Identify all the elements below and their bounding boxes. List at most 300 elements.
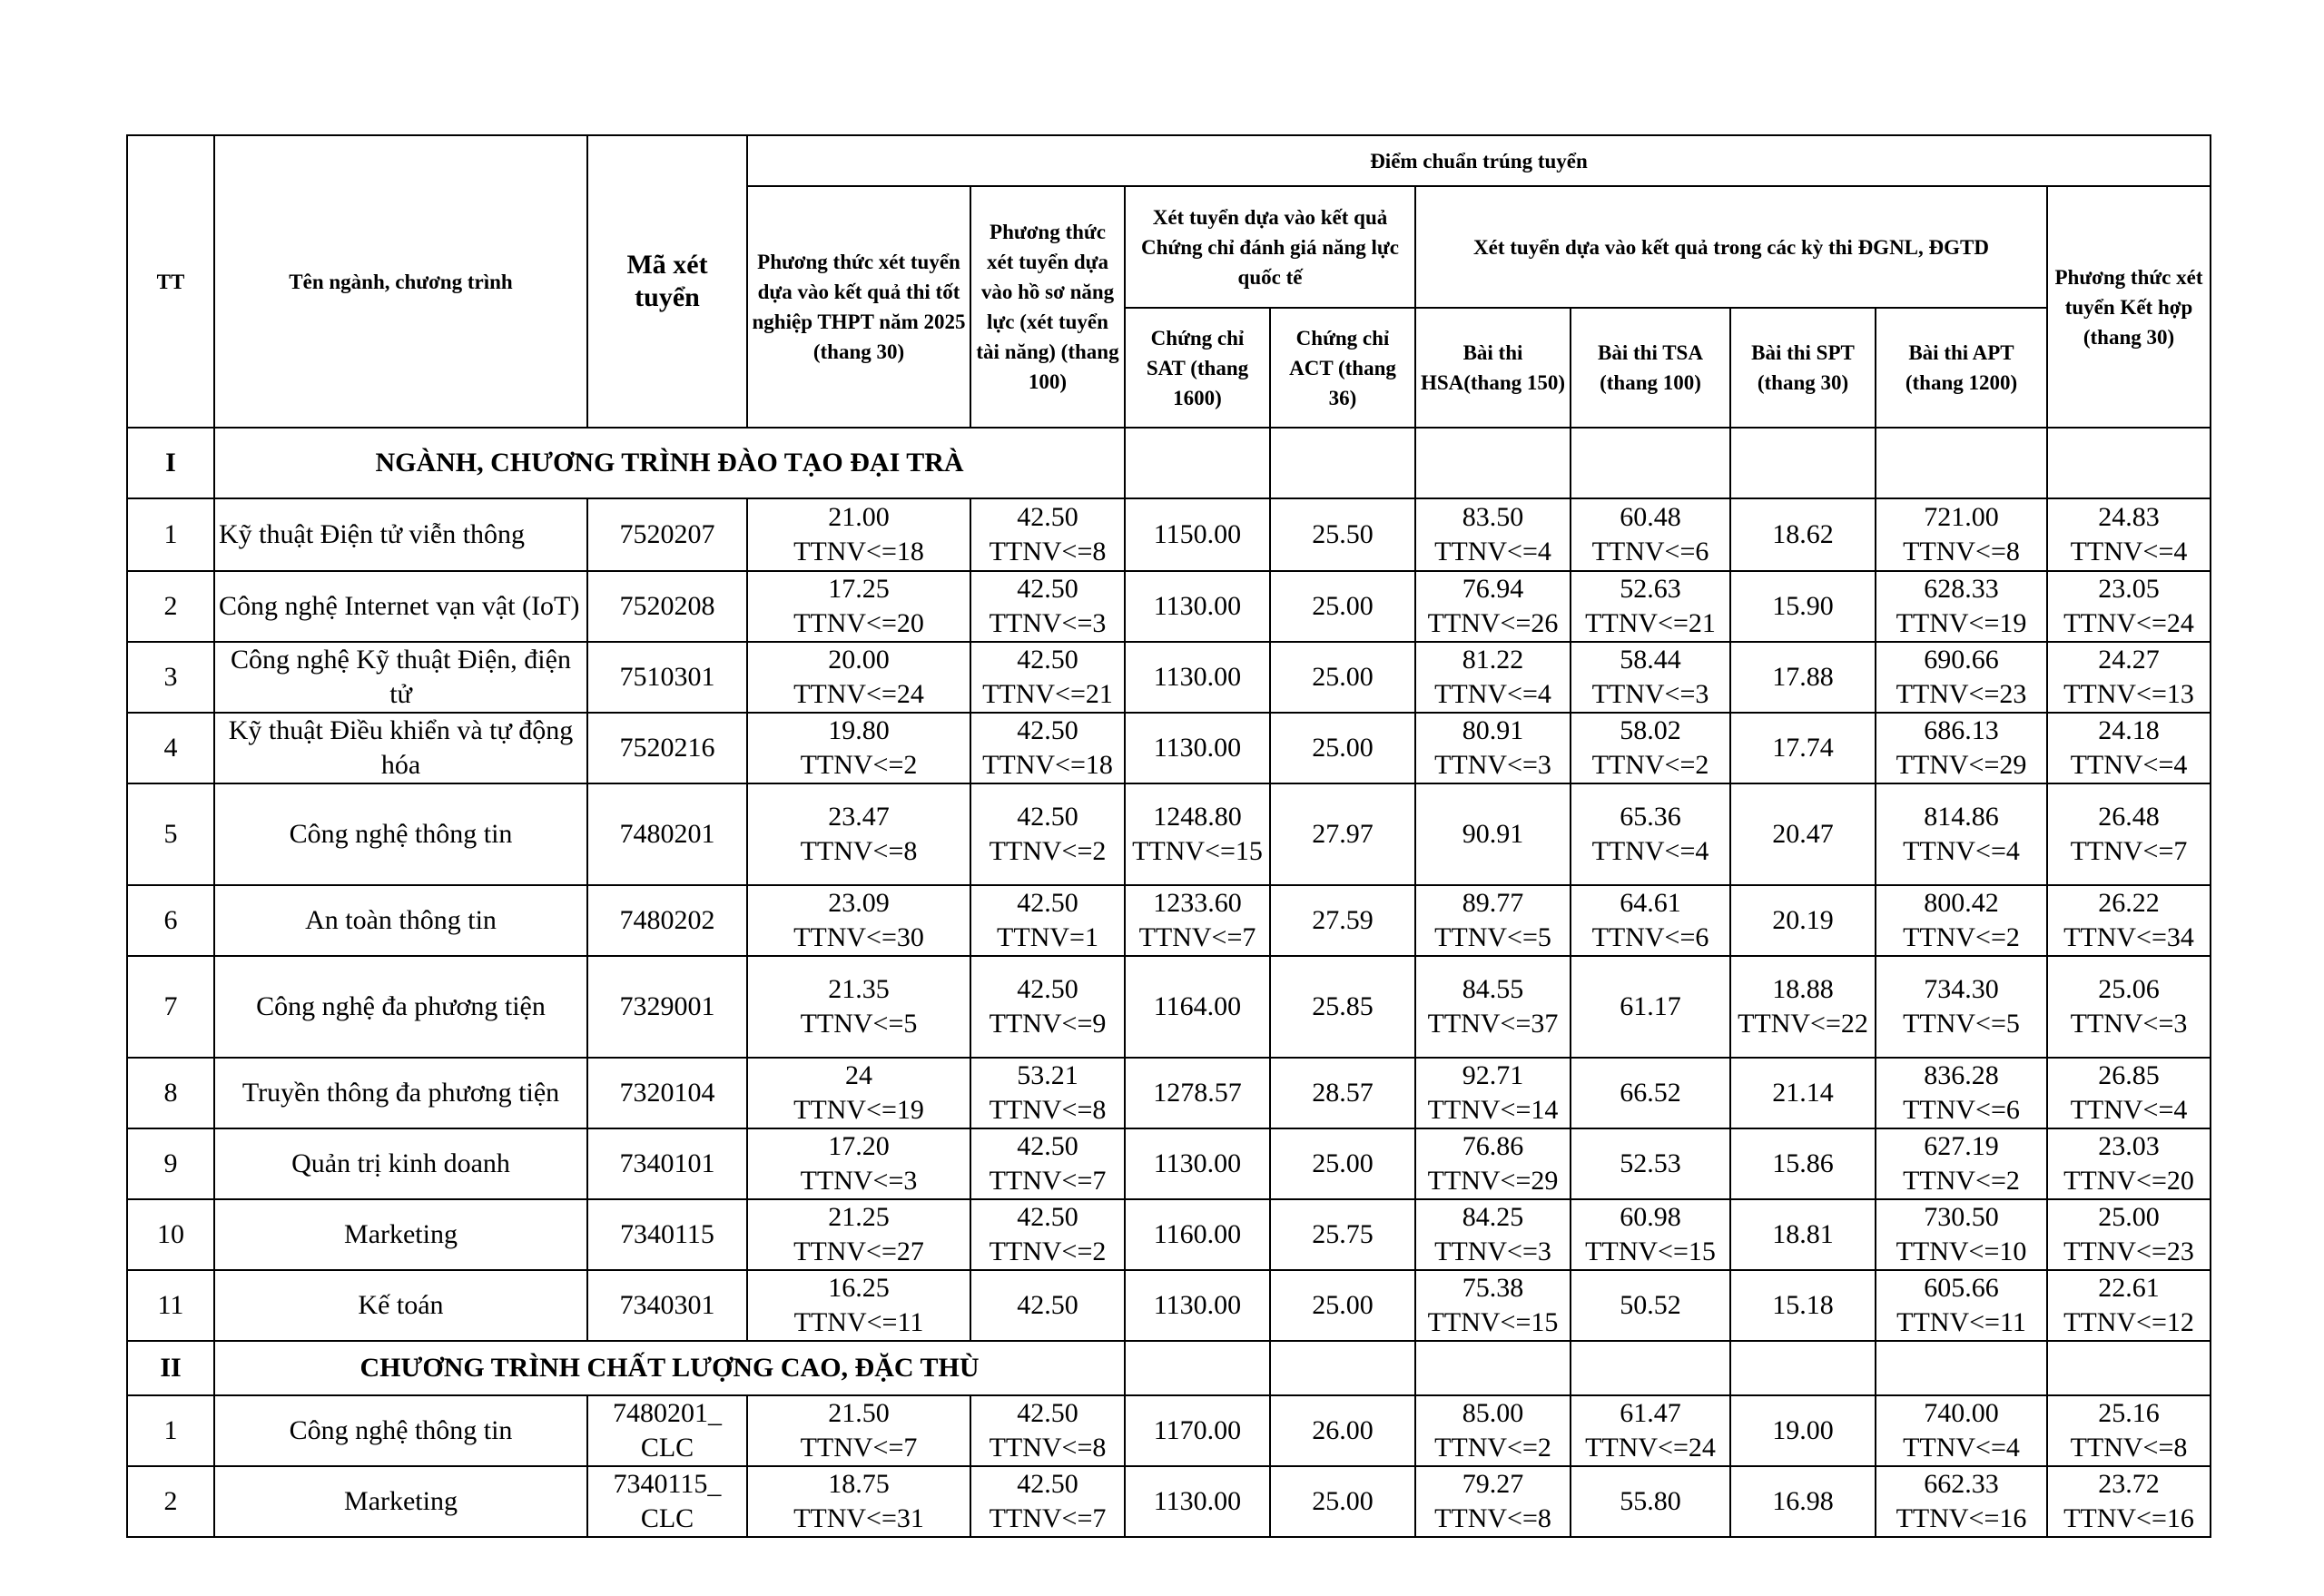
cell-apt [1876, 885, 2047, 956]
cell-hsa [1415, 571, 1571, 642]
cell-line: TTNV<=2 [1903, 1166, 2020, 1196]
cell-act [1270, 1270, 1415, 1341]
cell-name: Công nghệ đa phương tiện [214, 956, 587, 1058]
cell-line: 52.63 [1620, 574, 1681, 604]
cell-kh [2047, 1128, 2211, 1199]
cell-line: 58.02 [1620, 715, 1681, 745]
cell-spt [1730, 956, 1876, 1058]
table-row [127, 783, 2211, 885]
cell-line: 24.83 [2098, 502, 2160, 532]
cell-line: TTNV<=2 [1903, 922, 2020, 952]
cell-tt: 2 [127, 571, 214, 642]
cell-hoso [970, 713, 1125, 783]
cell-thpt [747, 1395, 970, 1466]
cell-spt [1730, 885, 1876, 956]
cell-line: 42.50 [1017, 502, 1078, 532]
cell-kh [2047, 1270, 2211, 1341]
cell-apt [1876, 713, 2047, 783]
cell-act [1270, 642, 1415, 713]
cell-sat [1125, 885, 1270, 956]
cell-line: 23.72 [2098, 1469, 2160, 1499]
table-row [127, 571, 2211, 642]
cell-line: TTNV<=27 [793, 1236, 924, 1266]
table-row [127, 1270, 2211, 1341]
cell-tt: 8 [127, 1058, 214, 1128]
col-sat: Chứng chỉ SAT (thang 1600) [1125, 308, 1270, 428]
cell-tsa [1571, 956, 1730, 1058]
table-row [127, 642, 2211, 713]
cell-tsa [1571, 713, 1730, 783]
cell-sat [1125, 713, 1270, 783]
section-title: NGÀNH, CHƯƠNG TRÌNH ĐÀO TẠO ĐẠI TRÀ [214, 428, 1125, 498]
cell-name: Quản trị kinh doanh [214, 1128, 587, 1199]
cell-tt: 7 [127, 956, 214, 1058]
cell-line: TTNV<=4 [2070, 537, 2188, 566]
cell-line: TTNV<=23 [2063, 1236, 2194, 1266]
cell-line: 42.50 [1017, 1290, 1078, 1320]
cell-line: 20.00 [828, 645, 890, 675]
cell-line: 605.66 [1924, 1273, 1999, 1303]
cell-line: TTNV<=3 [1434, 750, 1551, 780]
cell-hoso [970, 1466, 1125, 1537]
cell-name: Công nghệ thông tin [214, 783, 587, 885]
cell-line: TTNV<=4 [2070, 750, 2188, 780]
cell-tt: 9 [127, 1128, 214, 1199]
cell-kh [2047, 498, 2211, 571]
cell-code: 7480201_ CLC [587, 1395, 747, 1466]
cell-line: 27.59 [1312, 905, 1374, 935]
cell-hoso [970, 642, 1125, 713]
table-row [127, 1058, 2211, 1128]
cell-line: TTNV<=2 [1591, 750, 1709, 780]
cell-line: 17.88 [1772, 662, 1834, 692]
cell-line: TTNV<=19 [1896, 608, 2027, 638]
cell-line: 65.36 [1620, 802, 1681, 832]
cell-line: 1130.00 [1153, 1486, 1242, 1516]
cell-line: 42.50 [1017, 1398, 1078, 1428]
cell-apt [1876, 783, 2047, 885]
cell-apt [1876, 1395, 2047, 1466]
cell-line: 58.44 [1620, 645, 1681, 675]
cell-line: TTNV<=4 [1591, 836, 1709, 866]
cell-line: 740.00 [1924, 1398, 1999, 1428]
section-empty-cell [1730, 1341, 1876, 1395]
cell-line: TTNV<=10 [1896, 1236, 2027, 1266]
cell-apt [1876, 498, 2047, 571]
cell-line: 53.21 [1017, 1060, 1078, 1090]
cell-line: TTNV<=8 [2070, 1433, 2188, 1463]
cell-line: 89.77 [1462, 888, 1524, 918]
cell-line: 18.62 [1772, 519, 1834, 549]
cell-line: 52.53 [1620, 1148, 1681, 1178]
cell-line: TTNV<=11 [793, 1307, 924, 1337]
section-empty-cell [1730, 428, 1876, 498]
cell-line: 25.00 [2098, 1202, 2160, 1232]
cell-hoso [970, 956, 1125, 1058]
cell-line: 42.50 [1017, 715, 1078, 745]
cell-line: TTNV<=5 [1434, 922, 1551, 952]
cell-sat [1125, 1199, 1270, 1270]
cell-hsa [1415, 642, 1571, 713]
cell-code: 7520207 [587, 498, 747, 571]
cell-spt [1730, 713, 1876, 783]
cell-name: Kỹ thuật Điện tử viễn thông [214, 498, 587, 571]
cell-line: TTNV<=8 [989, 1433, 1107, 1463]
cell-line: 42.50 [1017, 574, 1078, 604]
cell-line: 25.85 [1312, 991, 1374, 1021]
cell-line: 21.35 [828, 974, 890, 1004]
cell-line: 84.25 [1462, 1202, 1524, 1232]
cell-tsa [1571, 642, 1730, 713]
cell-hsa [1415, 1199, 1571, 1270]
cell-line: 21.25 [828, 1202, 890, 1232]
section-empty-cell [1415, 428, 1571, 498]
cell-line: TTNV<=7 [2070, 836, 2188, 866]
cell-line: TTNV<=24 [2063, 608, 2194, 638]
cell-apt [1876, 1270, 2047, 1341]
cell-kh [2047, 956, 2211, 1058]
cell-line: TTNV<=8 [800, 836, 918, 866]
cell-line: TTNV<=37 [1427, 1009, 1559, 1039]
cell-line: TTNV<=18 [982, 750, 1113, 780]
cell-line: 42.50 [1017, 802, 1078, 832]
cell-tsa [1571, 1395, 1730, 1466]
cell-code: 7340301 [587, 1270, 747, 1341]
cell-hoso [970, 1395, 1125, 1466]
cell-line: 26.85 [2098, 1060, 2160, 1090]
cell-code: 7480202 [587, 885, 747, 956]
table-row [127, 956, 2211, 1058]
table-row [127, 1395, 2211, 1466]
cell-spt [1730, 1466, 1876, 1537]
cell-spt [1730, 1199, 1876, 1270]
cell-line: TTNV<=34 [2063, 922, 2194, 952]
table-row [127, 885, 2211, 956]
cell-tsa [1571, 498, 1730, 571]
cell-line: 66.52 [1620, 1078, 1681, 1108]
cell-line: 26.22 [2098, 888, 2160, 918]
table-row [127, 1128, 2211, 1199]
cell-line: 21.50 [828, 1398, 890, 1428]
cell-name: Kỹ thuật Điều khiển và tự động hóa [214, 713, 587, 783]
cell-line: 24.27 [2098, 645, 2160, 675]
cell-thpt [747, 571, 970, 642]
cell-line: TTNV<=6 [1591, 922, 1709, 952]
cell-tsa [1571, 1058, 1730, 1128]
cell-kh [2047, 1199, 2211, 1270]
col-name: Tên ngành, chương trình [214, 135, 587, 428]
cell-line: 814.86 [1924, 802, 1999, 832]
cell-line: 50.52 [1620, 1290, 1681, 1320]
section-empty-cell [1571, 428, 1730, 498]
cell-line: 42.50 [1017, 1131, 1078, 1161]
cell-code: 7520216 [587, 713, 747, 783]
cell-line: TTNV<=6 [1591, 537, 1709, 566]
cell-tt: 10 [127, 1199, 214, 1270]
cell-spt [1730, 1128, 1876, 1199]
cell-sat [1125, 571, 1270, 642]
cell-line: TTNV<=21 [982, 679, 1113, 709]
cell-sat [1125, 498, 1270, 571]
cell-line: 76.86 [1462, 1131, 1524, 1161]
section-empty-cell [1125, 428, 1270, 498]
cell-act [1270, 956, 1415, 1058]
cell-sat [1125, 956, 1270, 1058]
col-code: Mã xét tuyển [587, 135, 747, 428]
cell-line: TTNV<=3 [1434, 1236, 1551, 1266]
cell-kh [2047, 642, 2211, 713]
cell-line: TTNV<=30 [793, 922, 924, 952]
cell-line: TTNV<=16 [1896, 1503, 2027, 1533]
cell-line: 1150.00 [1153, 519, 1242, 549]
cell-line: TTNV<=2 [800, 750, 918, 780]
section-empty-cell [1571, 1341, 1730, 1395]
cell-line: 24.18 [2098, 715, 2160, 745]
cell-name: Truyền thông đa phương tiện [214, 1058, 587, 1128]
cell-hsa [1415, 1395, 1571, 1466]
cell-apt [1876, 642, 2047, 713]
cell-act [1270, 571, 1415, 642]
cell-line: 17.20 [828, 1131, 890, 1161]
cell-act [1270, 1128, 1415, 1199]
cell-line: 42.50 [1017, 1202, 1078, 1232]
cell-code: 7480201 [587, 783, 747, 885]
section-numeral: I [127, 428, 214, 498]
cell-line: 25.00 [1312, 1290, 1374, 1320]
cell-line: 25.06 [2098, 974, 2160, 1004]
cell-line: 19.80 [828, 715, 890, 745]
cell-line: 84.55 [1462, 974, 1524, 1004]
cell-kh [2047, 713, 2211, 783]
cell-line: TTNV<=4 [1903, 1433, 2020, 1463]
cell-thpt [747, 1466, 970, 1537]
section-empty-cell [1270, 1341, 1415, 1395]
cell-sat [1125, 783, 1270, 885]
cell-line: 22.61 [2098, 1273, 2160, 1303]
cell-line: 18.88 [1772, 974, 1834, 1004]
cell-line: 19.00 [1772, 1415, 1834, 1445]
cell-kh [2047, 1466, 2211, 1537]
cell-tt: 3 [127, 642, 214, 713]
cell-sat [1125, 1270, 1270, 1341]
cell-thpt [747, 783, 970, 885]
cell-act [1270, 1058, 1415, 1128]
cell-hsa [1415, 1058, 1571, 1128]
cell-line: TTNV<=7 [800, 1433, 918, 1463]
cell-code: 7340115 [587, 1199, 747, 1270]
cell-code: 7320104 [587, 1058, 747, 1128]
cell-name: Công nghệ thông tin [214, 1395, 587, 1466]
cell-line: 1164.00 [1153, 991, 1242, 1021]
section-row [127, 1341, 2211, 1395]
cell-thpt [747, 642, 970, 713]
cell-line: 42.50 [1017, 888, 1078, 918]
admission-scores-table [126, 134, 2211, 1538]
cell-hoso [970, 1128, 1125, 1199]
cell-sat [1125, 1128, 1270, 1199]
cell-kh [2047, 1058, 2211, 1128]
section-row [127, 428, 2211, 498]
cell-line: TTNV<=29 [1896, 750, 2027, 780]
cell-line: 730.50 [1924, 1202, 1999, 1232]
cell-line: 25.00 [1312, 733, 1374, 763]
cell-thpt [747, 885, 970, 956]
cell-line: 26.00 [1312, 1415, 1374, 1445]
cell-line: TTNV<=22 [1738, 1009, 1868, 1039]
col-kethop: Phương thức xét tuyển Kết hợp (thang 30) [2047, 186, 2211, 428]
cell-act [1270, 1395, 1415, 1466]
col-group-intl: Xét tuyển dựa vào kết quả Chứng chỉ đánh giá năng lực quốc tế [1125, 186, 1415, 308]
cell-line: TTNV<=8 [1903, 537, 2020, 566]
cell-line: 16.98 [1772, 1486, 1834, 1516]
cell-line: 42.50 [1017, 974, 1078, 1004]
section-title: CHƯƠNG TRÌNH CHẤT LƯỢNG CAO, ĐẶC THÙ [214, 1341, 1125, 1395]
table-row [127, 1199, 2211, 1270]
cell-line: TTNV<=29 [1427, 1166, 1559, 1196]
cell-line: 81.22 [1462, 645, 1524, 675]
cell-line: TTNV<=26 [1427, 608, 1559, 638]
cell-line: 76.94 [1462, 574, 1524, 604]
col-act: Chứng chỉ ACT (thang 36) [1270, 308, 1415, 428]
cell-line: TTNV<=5 [800, 1009, 918, 1039]
cell-line: TTNV<=24 [793, 679, 924, 709]
cell-line: 21.00 [828, 502, 890, 532]
cell-kh [2047, 571, 2211, 642]
cell-line: TTNV<=11 [1896, 1307, 2026, 1337]
cell-spt [1730, 498, 1876, 571]
cell-sat [1125, 1058, 1270, 1128]
cell-line: TTNV<=15 [1585, 1236, 1716, 1266]
cell-hsa [1415, 713, 1571, 783]
cell-line: TTNV<=8 [989, 1095, 1107, 1125]
cell-line: TTNV<=21 [1585, 608, 1716, 638]
cell-line: TTNV<=23 [1896, 679, 2027, 709]
cell-code: 7520208 [587, 571, 747, 642]
cell-line: 42.50 [1017, 645, 1078, 675]
cell-line: 60.48 [1620, 502, 1681, 532]
cell-line: 42.50 [1017, 1469, 1078, 1499]
cell-line: 92.71 [1462, 1060, 1524, 1090]
table-row [127, 1466, 2211, 1537]
cell-line: 721.00 [1924, 502, 1999, 532]
cell-line: 75.38 [1462, 1273, 1524, 1303]
cell-line: 627.19 [1924, 1131, 1999, 1161]
cell-act [1270, 885, 1415, 956]
cell-spt [1730, 1395, 1876, 1466]
cell-name: Marketing [214, 1466, 587, 1537]
cell-hsa [1415, 498, 1571, 571]
cell-hoso [970, 1270, 1125, 1341]
cell-apt [1876, 1199, 2047, 1270]
cell-line: 1130.00 [1153, 591, 1242, 621]
section-empty-cell [2047, 1341, 2211, 1395]
cell-line: 25.50 [1312, 519, 1374, 549]
cell-act [1270, 1466, 1415, 1537]
cell-line: 686.13 [1924, 715, 1999, 745]
cell-line: TTNV<=2 [989, 1236, 1107, 1266]
cell-line: 1233.60 [1153, 888, 1242, 918]
cell-line: 64.61 [1620, 888, 1681, 918]
cell-tsa [1571, 783, 1730, 885]
cell-spt [1730, 1058, 1876, 1128]
cell-line: 20.19 [1772, 905, 1834, 935]
cell-line: 21.14 [1772, 1078, 1834, 1108]
cell-code: 7340115_ CLC [587, 1466, 747, 1537]
cell-apt [1876, 571, 2047, 642]
cell-line: 26.48 [2098, 802, 2160, 832]
cell-hsa [1415, 885, 1571, 956]
cell-tt: 1 [127, 498, 214, 571]
cell-line: 90.91 [1462, 819, 1524, 849]
cell-tsa [1571, 1466, 1730, 1537]
cell-line: 23.47 [828, 802, 890, 832]
cell-apt [1876, 1128, 2047, 1199]
cell-line: 61.17 [1620, 991, 1681, 1021]
cell-line: 25.00 [1312, 1148, 1374, 1178]
cell-line: 836.28 [1924, 1060, 1999, 1090]
cell-line: 1130.00 [1153, 1148, 1242, 1178]
cell-line: 1130.00 [1153, 1290, 1242, 1320]
cell-line: TTNV<=7 [989, 1503, 1107, 1533]
cell-thpt [747, 1270, 970, 1341]
cell-line: TTNV<=15 [1132, 836, 1263, 866]
cell-hoso [970, 783, 1125, 885]
cell-hoso [970, 1058, 1125, 1128]
cell-line: 18.81 [1772, 1219, 1834, 1249]
cell-line: 25.16 [2098, 1398, 2160, 1428]
cell-kh [2047, 885, 2211, 956]
section-empty-cell [1125, 1341, 1270, 1395]
cell-sat [1125, 1466, 1270, 1537]
cell-thpt [747, 498, 970, 571]
col-tsa: Bài thi TSA (thang 100) [1571, 308, 1730, 428]
section-empty-cell [1270, 428, 1415, 498]
cell-thpt [747, 1199, 970, 1270]
section-empty-cell [2047, 428, 2211, 498]
cell-line: 15.86 [1772, 1148, 1834, 1178]
cell-line: TTNV<=3 [2070, 1009, 2188, 1039]
cell-line: 662.33 [1924, 1469, 1999, 1499]
cell-line: TTNV<=8 [1434, 1503, 1551, 1533]
cell-line: 16.25 [828, 1273, 890, 1303]
cell-kh [2047, 783, 2211, 885]
cell-line: 1278.57 [1153, 1078, 1242, 1108]
cell-line: TTNV<=6 [1903, 1095, 2020, 1125]
cell-act [1270, 498, 1415, 571]
cell-line: 15.18 [1772, 1290, 1834, 1320]
cell-apt [1876, 956, 2047, 1058]
cell-line: TTNV<=15 [1427, 1307, 1559, 1337]
cell-line: TTNV<=19 [793, 1095, 924, 1125]
cell-tt: 2 [127, 1466, 214, 1537]
cell-tt: 4 [127, 713, 214, 783]
cell-line: 25.00 [1312, 662, 1374, 692]
cell-act [1270, 1199, 1415, 1270]
col-thpt: Phương thức xét tuyển dựa vào kết quả thi tốt nghiệp THPT năm 2025 (thang 30) [747, 186, 970, 428]
cell-line: 628.33 [1924, 574, 1999, 604]
cell-hoso [970, 571, 1125, 642]
cell-line: TTNV<=24 [1585, 1433, 1716, 1463]
cell-thpt [747, 1128, 970, 1199]
col-tt: TT [127, 135, 214, 428]
cell-line: TTNV<=20 [793, 608, 924, 638]
section-numeral: II [127, 1341, 214, 1395]
cell-apt [1876, 1466, 2047, 1537]
cell-line: 1248.80 [1153, 802, 1242, 832]
cell-thpt [747, 1058, 970, 1128]
cell-line: 18.75 [828, 1469, 890, 1499]
cell-line: TTNV<=9 [989, 1009, 1107, 1039]
